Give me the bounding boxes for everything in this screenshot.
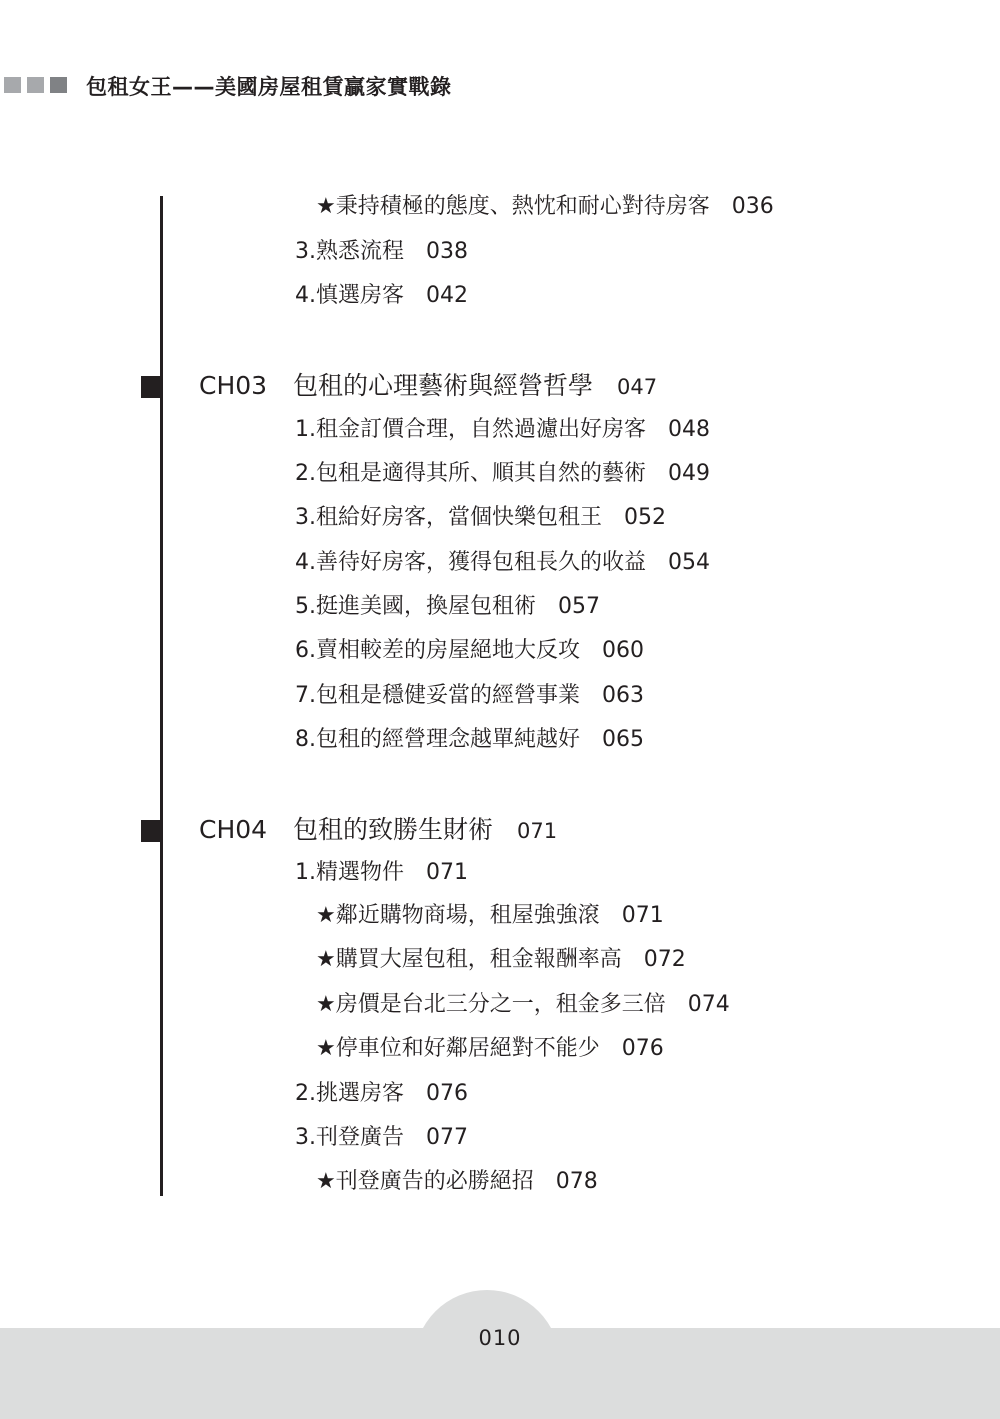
chapter-heading <box>199 371 657 402</box>
header-square <box>4 77 21 93</box>
toc-entry <box>316 946 686 974</box>
toc-entry-page: 036 <box>731 194 774 219</box>
toc-entry-page: 078 <box>555 1169 598 1194</box>
toc-entry <box>316 991 730 1019</box>
toc-entry <box>295 504 666 532</box>
toc-entry-page: 057 <box>558 594 600 619</box>
toc-vertical-rule <box>160 196 163 1196</box>
toc-entry-text: 4.善待好房客，獲得包租長久的收益 <box>295 550 646 575</box>
toc-entry-page: 049 <box>668 461 710 486</box>
toc-entry-text: 3.租給好房客，當個快樂包租王 <box>295 505 602 530</box>
toc-entry-page: 072 <box>643 947 686 972</box>
toc-entry-page: 052 <box>624 505 666 530</box>
toc-entry <box>295 1124 468 1152</box>
toc-entry-page: 077 <box>426 1125 468 1150</box>
toc-entry-page: 048 <box>668 417 710 442</box>
chapter-page: 047 <box>617 375 658 399</box>
toc-entry-text: 4.慎選房客 <box>295 283 404 308</box>
toc-entry <box>295 282 468 310</box>
toc-entry-page: 060 <box>602 638 644 663</box>
chapter-heading <box>199 815 557 846</box>
chapter-title: 包租的心理藝術與經營哲學 <box>293 371 594 400</box>
toc-entry <box>316 1168 598 1196</box>
chapter-marker-square <box>141 820 163 842</box>
page-number: 010 <box>478 1326 522 1350</box>
toc-entry-page: 042 <box>426 283 468 308</box>
toc-entry <box>295 859 468 887</box>
toc-entry <box>295 549 710 577</box>
toc-entry-text: 3.刊登廣告 <box>295 1125 404 1150</box>
toc-entry <box>295 238 468 266</box>
toc-entry-text: 6.賣相較差的房屋絕地大反攻 <box>295 638 580 663</box>
running-header-title: 包租女王——美國房屋租賃贏家實戰錄 <box>86 75 452 99</box>
toc-entry-text: ★刊登廣告的必勝絕招 <box>316 1169 534 1194</box>
toc-entry-page: 074 <box>687 992 730 1017</box>
toc-entry <box>295 726 644 754</box>
toc-entry-text: ★房價是台北三分之一，租金多三倍 <box>316 992 666 1017</box>
toc-entry-text: 1.租金訂價合理，自然過濾出好房客 <box>295 417 646 442</box>
chapter-title: 包租的致勝生財術 <box>293 815 494 844</box>
toc-entry-text: ★秉持積極的態度、熱忱和耐心對待房客 <box>316 194 710 219</box>
toc-entry-text: 3.熟悉流程 <box>295 239 404 264</box>
toc-entry <box>316 902 664 930</box>
toc-entry-text: 7.包租是穩健妥當的經營事業 <box>295 683 580 708</box>
chapter-marker-square <box>141 376 163 398</box>
toc-entry-page: 071 <box>426 860 468 885</box>
toc-entry-text: 5.挺進美國，換屋包租術 <box>295 594 536 619</box>
toc-entry-text: ★購買大屋包租，租金報酬率高 <box>316 947 622 972</box>
chapter-page: 071 <box>517 819 558 843</box>
toc-entry <box>295 593 600 621</box>
toc-entry-text: 2.包租是適得其所、順其自然的藝術 <box>295 461 646 486</box>
header-square <box>27 77 44 93</box>
toc-entry-text: ★停車位和好鄰居絕對不能少 <box>316 1036 600 1061</box>
toc-entry-page: 065 <box>602 727 644 752</box>
toc-entry <box>295 416 710 444</box>
toc-entry-page: 063 <box>602 683 644 708</box>
toc-entry-page: 071 <box>621 903 664 928</box>
toc-entry <box>295 637 644 665</box>
toc-entry <box>295 460 710 488</box>
toc-entry-text: 2.挑選房客 <box>295 1081 404 1106</box>
toc-entry <box>295 1080 468 1108</box>
toc-entry <box>316 193 774 221</box>
toc-entry-page: 038 <box>426 239 468 264</box>
toc-entry-page: 076 <box>426 1081 468 1106</box>
toc-entry-page: 054 <box>668 550 710 575</box>
chapter-code: CH04 <box>199 815 268 844</box>
chapter-code: CH03 <box>199 371 268 400</box>
toc-entry <box>316 1035 664 1063</box>
toc-entry-text: ★鄰近購物商場，租屋強強滾 <box>316 903 600 928</box>
toc-entry-text: 8.包租的經營理念越單純越好 <box>295 727 580 752</box>
toc-entry <box>295 682 644 710</box>
header-square <box>50 77 67 93</box>
toc-entry-text: 1.精選物件 <box>295 860 404 885</box>
toc-entry-page: 076 <box>621 1036 664 1061</box>
